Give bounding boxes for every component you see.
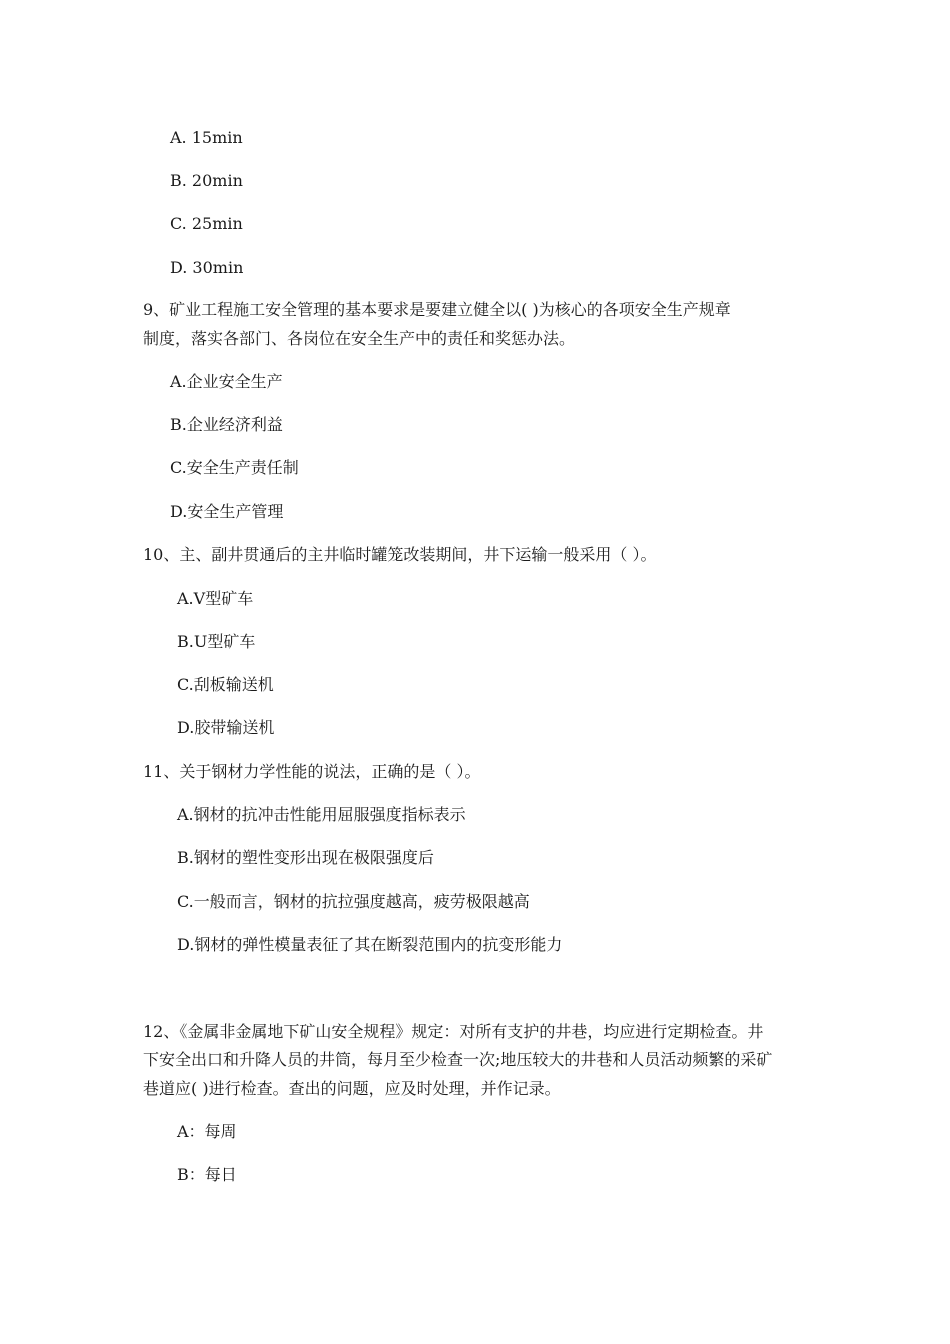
q10-option-d: D.胶带输送机: [177, 718, 275, 737]
q8-option-d: D. 30min: [170, 258, 244, 277]
q12-text-line1: 12、《金属非金属地下矿山安全规程》规定：对所有支护的井巷，均应进行定期检查。井: [143, 1022, 764, 1041]
q10-option-b: B.U型矿车: [177, 632, 256, 651]
q8-option-a: A. 15min: [170, 128, 243, 147]
q9-option-c: C.安全生产责任制: [170, 458, 299, 477]
q12-option-a: A：每周: [177, 1122, 237, 1141]
q9-option-a: A.企业安全生产: [170, 372, 283, 391]
q11-option-c: C.一般而言，钢材的抗拉强度越高，疲劳极限越高: [177, 892, 530, 911]
q11-option-d: D.钢材的弹性模量表征了其在断裂范围内的抗变形能力: [177, 935, 563, 954]
q8-option-b: B. 20min: [170, 171, 243, 190]
q12-text-line3: 巷道应( )进行检查。查出的问题，应及时处理，并作记录。: [143, 1079, 561, 1098]
q12-option-b: B：每日: [177, 1165, 237, 1184]
q8-option-c: C. 25min: [170, 214, 243, 233]
q11-text: 11、关于钢材力学性能的说法，正确的是（ ）。: [143, 762, 481, 781]
q9-option-b: B.企业经济利益: [170, 415, 283, 434]
q11-option-b: B.钢材的塑性变形出现在极限强度后: [177, 848, 434, 867]
q10-text: 10、主、副井贯通后的主井临时罐笼改装期间，井下运输一般采用（ ）。: [143, 545, 657, 564]
q10-option-a: A.V型矿车: [177, 589, 254, 608]
q11-option-a: A.钢材的抗冲击性能用屈服强度指标表示: [177, 805, 466, 824]
q10-option-c: C.刮板输送机: [177, 675, 274, 694]
q12-text-line2: 下安全出口和升降人员的井筒，每月至少检查一次;地压较大的井巷和人员活动频繁的采矿: [143, 1050, 773, 1069]
q9-text-line1: 9、矿业工程施工安全管理的基本要求是要建立健全以( )为核心的各项安全生产规章: [143, 300, 731, 319]
q9-option-d: D.安全生产管理: [170, 502, 284, 521]
q9-text-line2: 制度，落实各部门、各岗位在安全生产中的责任和奖惩办法。: [143, 329, 576, 348]
